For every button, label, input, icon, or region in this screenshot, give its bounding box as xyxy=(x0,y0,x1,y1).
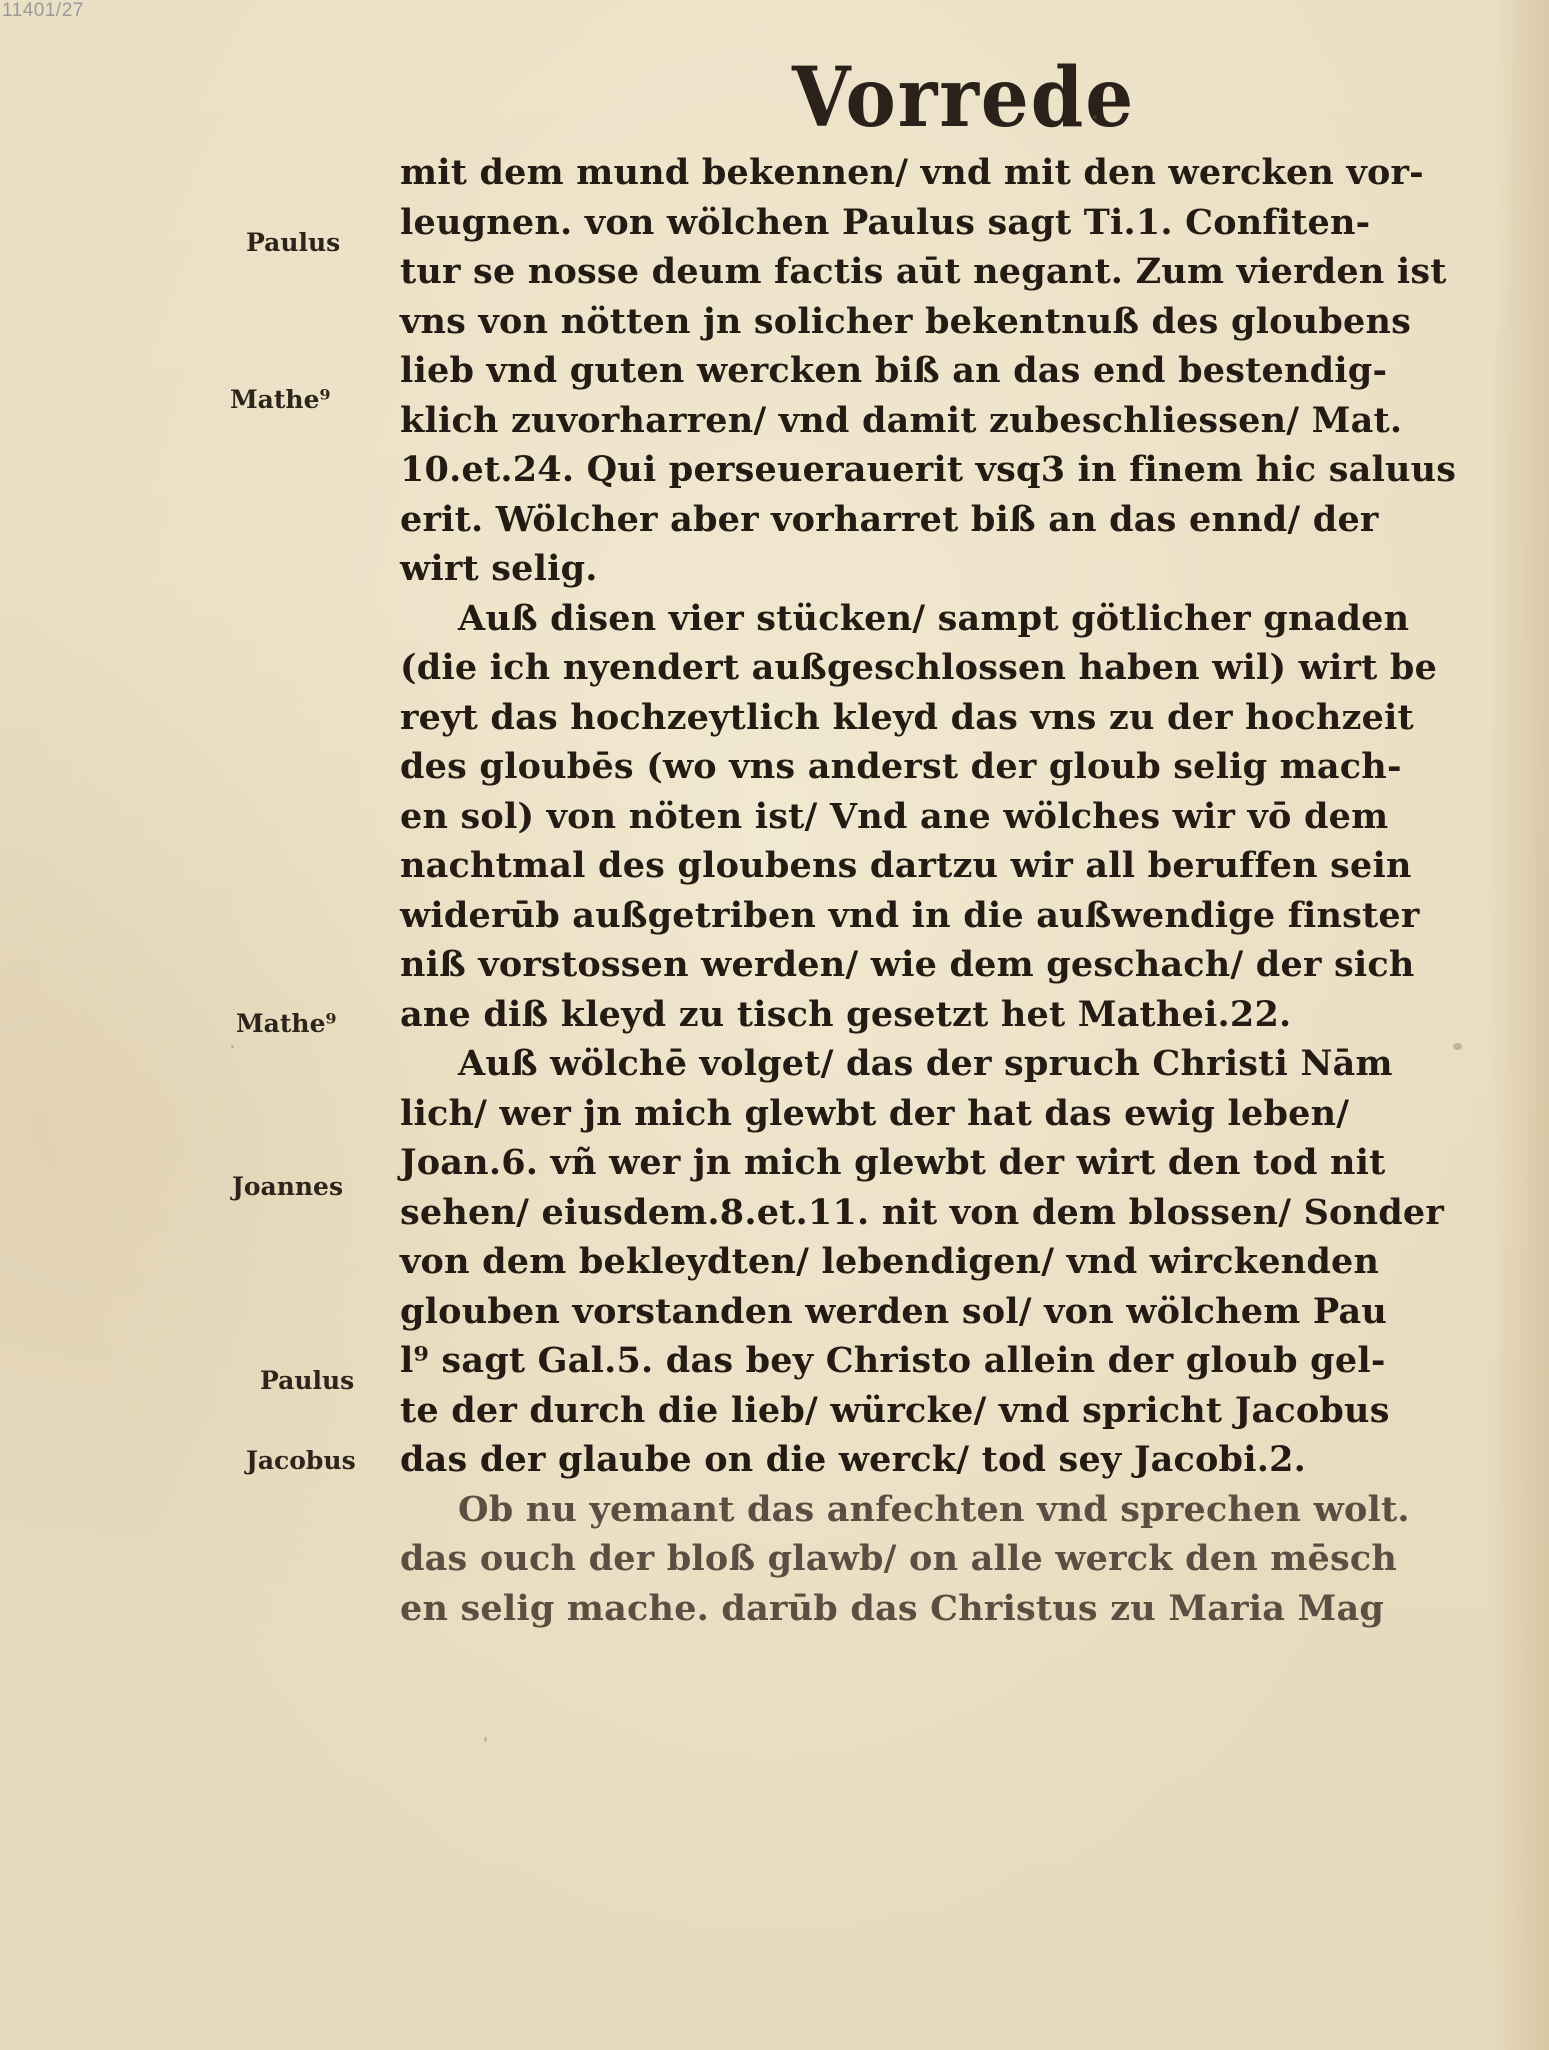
text-line: 10.et.24. Qui perseuerauerit vsq3 in finem hic saluus xyxy=(400,449,1457,490)
text-line: widerūb außgetriben vnd in die außwendige finster xyxy=(400,894,1420,936)
text-line: nachtmal des gloubens dartzu wir all beruffen sein xyxy=(400,845,1412,886)
paper-speck xyxy=(484,1737,487,1742)
text-line: tur se nosse deum factis aūt negant. Zum vierden ist xyxy=(400,251,1447,292)
text-line: lich/ wer jn mich glewbt der hat das ewig leben/ xyxy=(400,1092,1350,1134)
text-line: Auß wölchē volget/ das der spruch Christi Nām xyxy=(458,1043,1393,1084)
margin-note: Mathe⁹ xyxy=(236,1009,337,1038)
text-line: klich zuvorharren/ vnd damit zubeschliessen/ Mat. xyxy=(400,399,1403,441)
text-line: sehen/ eiusdem.8.et.11. nit von dem blossen/ Sonder xyxy=(400,1191,1445,1233)
running-head: Vorrede xyxy=(792,50,1136,146)
text-line: leugnen. von wölchen Paulus sagt Ti.1. Confiten- xyxy=(400,201,1371,243)
text-line: Joan.6. vñ wer jn mich glewbt der wirt den tod nit xyxy=(400,1142,1386,1183)
text-line: Ob nu yemant das anfechten vnd sprechen wolt. xyxy=(458,1488,1410,1530)
text-line: reyt das hochzeytlich kleyd das vns zu der hochzeit xyxy=(400,696,1414,738)
text-line: lieb vnd guten wercken biß an das end bestendig- xyxy=(400,350,1388,391)
text-line: ane diß kleyd zu tisch gesetzt het Mathei.22. xyxy=(400,993,1292,1035)
paper-speck xyxy=(1093,115,1097,119)
margin-notes xyxy=(0,0,400,2050)
text-line: vns von nötten jn solicher bekentnuß des gloubens xyxy=(400,300,1412,342)
text-line: von dem bekleydten/ lebendigen/ vnd wirckenden xyxy=(400,1241,1380,1282)
text-line: niß vorstossen werden/ wie dem geschach/ der sich xyxy=(400,944,1415,985)
page-identifier: 11401/27 xyxy=(2,0,84,21)
margin-note: Joannes xyxy=(232,1172,344,1201)
text-line: l⁹ sagt Gal.5. das bey Christo allein der gloub gel- xyxy=(400,1340,1386,1381)
text-line: erit. Wölcher aber vorharret biß an das ennd/ der xyxy=(400,498,1379,540)
text-line: des gloubēs (wo vns anderst der gloub selig mach- xyxy=(400,746,1402,787)
margin-note: Jacobus xyxy=(246,1446,356,1475)
text-line: Auß disen vier stücken/ sampt götlicher gnaden xyxy=(458,597,1410,639)
margin-note: Paulus xyxy=(246,228,341,257)
text-line: glouben vorstanden werden sol/ von wölchem Pau xyxy=(400,1290,1387,1332)
paper-speck xyxy=(231,1045,234,1048)
text-line: en sol) von nöten ist/ Vnd ane wölches wir vō dem xyxy=(400,795,1389,837)
text-line: das der glaube on die werck/ tod sey Jacobi.2. xyxy=(400,1439,1307,1480)
text-line: mit dem mund bekennen/ vnd mit den wercken vor- xyxy=(400,152,1424,193)
text-line: das ouch der bloß glawb/ on alle werck den mēsch xyxy=(400,1538,1398,1579)
text-line: wirt selig. xyxy=(400,548,598,589)
text-line: (die ich nyendert außgeschlossen haben wil) wirt be xyxy=(400,647,1438,688)
text-line: te der durch die lieb/ würcke/ vnd spricht Jacobus xyxy=(400,1389,1390,1431)
margin-note: Paulus xyxy=(260,1366,355,1395)
text-line: en selig mache. darūb das Christus zu Maria Mag xyxy=(400,1587,1385,1629)
body-text xyxy=(400,148,1480,1633)
margin-note: Mathe⁹ xyxy=(230,385,331,414)
paper-speck xyxy=(1453,1043,1462,1050)
